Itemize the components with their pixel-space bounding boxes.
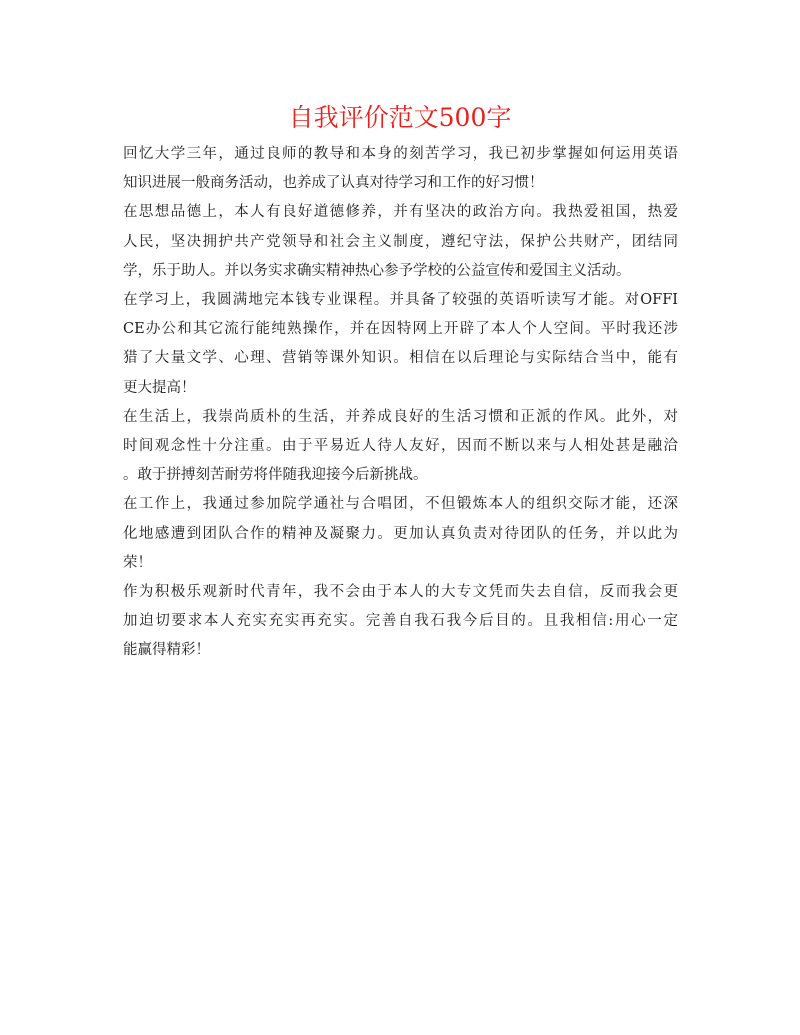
document-body [123, 140, 678, 666]
paragraph-line: CE办公和其它流行能纯熟操作，并在因特网上开辟了本人个人空间。平时我还涉 [123, 321, 678, 338]
paragraph [123, 403, 678, 491]
page-title: 自我评价范文500字 [288, 103, 512, 132]
paragraph-line: 猎了大量文学、心理、营销等课外知识。相信在以后理论与实际结合当中，能有 [123, 350, 678, 367]
paragraph [123, 286, 678, 403]
paragraph [123, 490, 678, 578]
paragraph [123, 140, 678, 198]
paragraph-line: 在生活上，我崇尚质朴的生活，并养成良好的生活习惯和正派的作风。此外，对 [123, 408, 678, 425]
paragraph-line: 能赢得精彩！ [123, 642, 210, 659]
paragraph-line: 知识进展一般商务活动，也养成了认真对待学习和工作的好习惯！ [123, 175, 544, 192]
paragraph-line: 回忆大学三年，通过良师的教导和本身的刻苦学习，我已初步掌握如何运用英语 [123, 146, 678, 162]
paragraph-line: 人民，坚决拥护共产党领导和社会主义制度，遵纪守法，保护公共财产，团结同 [123, 233, 678, 250]
paragraph-line: 荣！ [123, 554, 152, 571]
paragraph-line: 时间观念性十分注重。由于平易近人待人友好，因而不断以来与人相处甚是融洽 [123, 438, 678, 455]
paragraph-line: 加迫切要求本人充实充实再充实。完善自我石我今后目的。且我相信:用心一定 [123, 613, 678, 630]
paragraph-line: 。敢于拼搏刻苦耐劳将伴随我迎接今后新挑战。 [123, 467, 428, 484]
paragraph-line: 在工作上，我通过参加院学通社与合唱团，不但锻炼本人的组织交际才能，还深 [123, 496, 678, 513]
paragraph-line: 在思想品德上，本人有良好道德修养，并有坚决的政治方向。我热爱祖国，热爱 [123, 204, 678, 221]
paragraph-line: 在学习上，我圆满地完本钱专业课程。并具备了较强的英语听读写才能。对OFFI [123, 292, 678, 309]
paragraph [123, 578, 678, 666]
paragraph-line: 作为积极乐观新时代青年，我不会由于本人的大专文凭而失去自信，反而我会更 [123, 584, 678, 601]
paragraph-line: 更大提高！ [123, 379, 196, 396]
paragraph-line: 学，乐于助人。并以务实求确实精神热心参予学校的公益宣传和爱国主义活动。 [123, 262, 631, 279]
paragraph [123, 198, 678, 286]
paragraph-line: 化地感遭到团队合作的精神及凝聚力。更加认真负责对待团队的任务，并以此为 [123, 525, 678, 542]
